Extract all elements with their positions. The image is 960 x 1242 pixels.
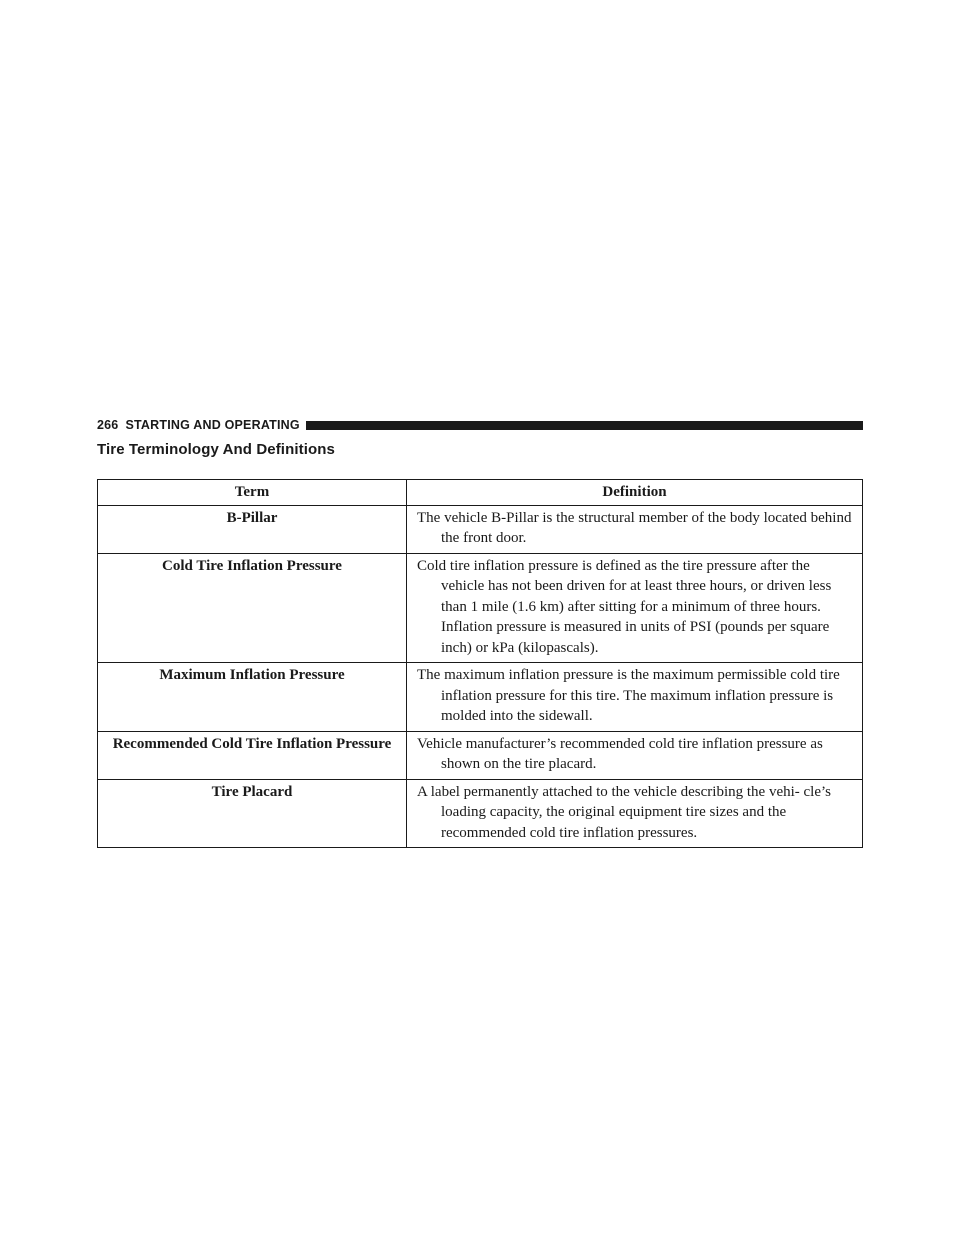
term-cell: Recommended Cold Tire Inflation Pressure	[98, 731, 407, 779]
term-cell: Cold Tire Inflation Pressure	[98, 553, 407, 663]
table-row	[98, 505, 863, 553]
definition-text: Vehicle manufacturer’s recommended cold tire inflation pressure as shown on the tire placard.	[417, 735, 823, 772]
table-row	[98, 731, 863, 779]
section-header-label: STARTING AND OPERATING	[125, 418, 300, 432]
term-cell: Tire Placard	[98, 779, 407, 848]
header-rule	[306, 421, 863, 430]
page-number: 266	[97, 418, 119, 432]
term-cell: B-Pillar	[98, 505, 407, 553]
table-row	[98, 663, 863, 732]
definition-cell	[407, 663, 863, 732]
table-header-row	[98, 480, 863, 506]
table-row	[98, 553, 863, 663]
definition-text: The vehicle B-Pillar is the structural member of the body located behind the front door.	[417, 509, 852, 546]
definition-text: A label permanently attached to the vehicle describing the vehi- cle’s loading capacity, the original equipment tire sizes and the recommended cold tire inflation pressures.	[417, 783, 832, 841]
definition-cell	[407, 731, 863, 779]
table-row	[98, 779, 863, 848]
definition-cell	[407, 779, 863, 848]
term-cell: Maximum Inflation Pressure	[98, 663, 407, 732]
section-title: Tire Terminology And Definitions	[97, 441, 335, 458]
definition-cell	[407, 505, 863, 553]
page-header	[97, 417, 863, 433]
column-header-definition: Definition	[407, 480, 863, 506]
definition-text: Cold tire inflation pressure is defined as the tire pressure after the vehicle has not been driven for at least three hours, or driven less than 1 mile (1.6 km) after sitting for a minimum of three hours. Inflation pressure is measured in units of PSI (pounds per square inch) or kPa (kilopascals).	[417, 557, 832, 656]
definitions-table	[97, 479, 863, 848]
definition-text: The maximum inflation pressure is the maximum permissible cold tire inflation pressure for this tire. The maximum inflation pressure is molded into the sidewall.	[417, 667, 840, 724]
definition-cell	[407, 553, 863, 663]
column-header-term: Term	[98, 480, 407, 506]
